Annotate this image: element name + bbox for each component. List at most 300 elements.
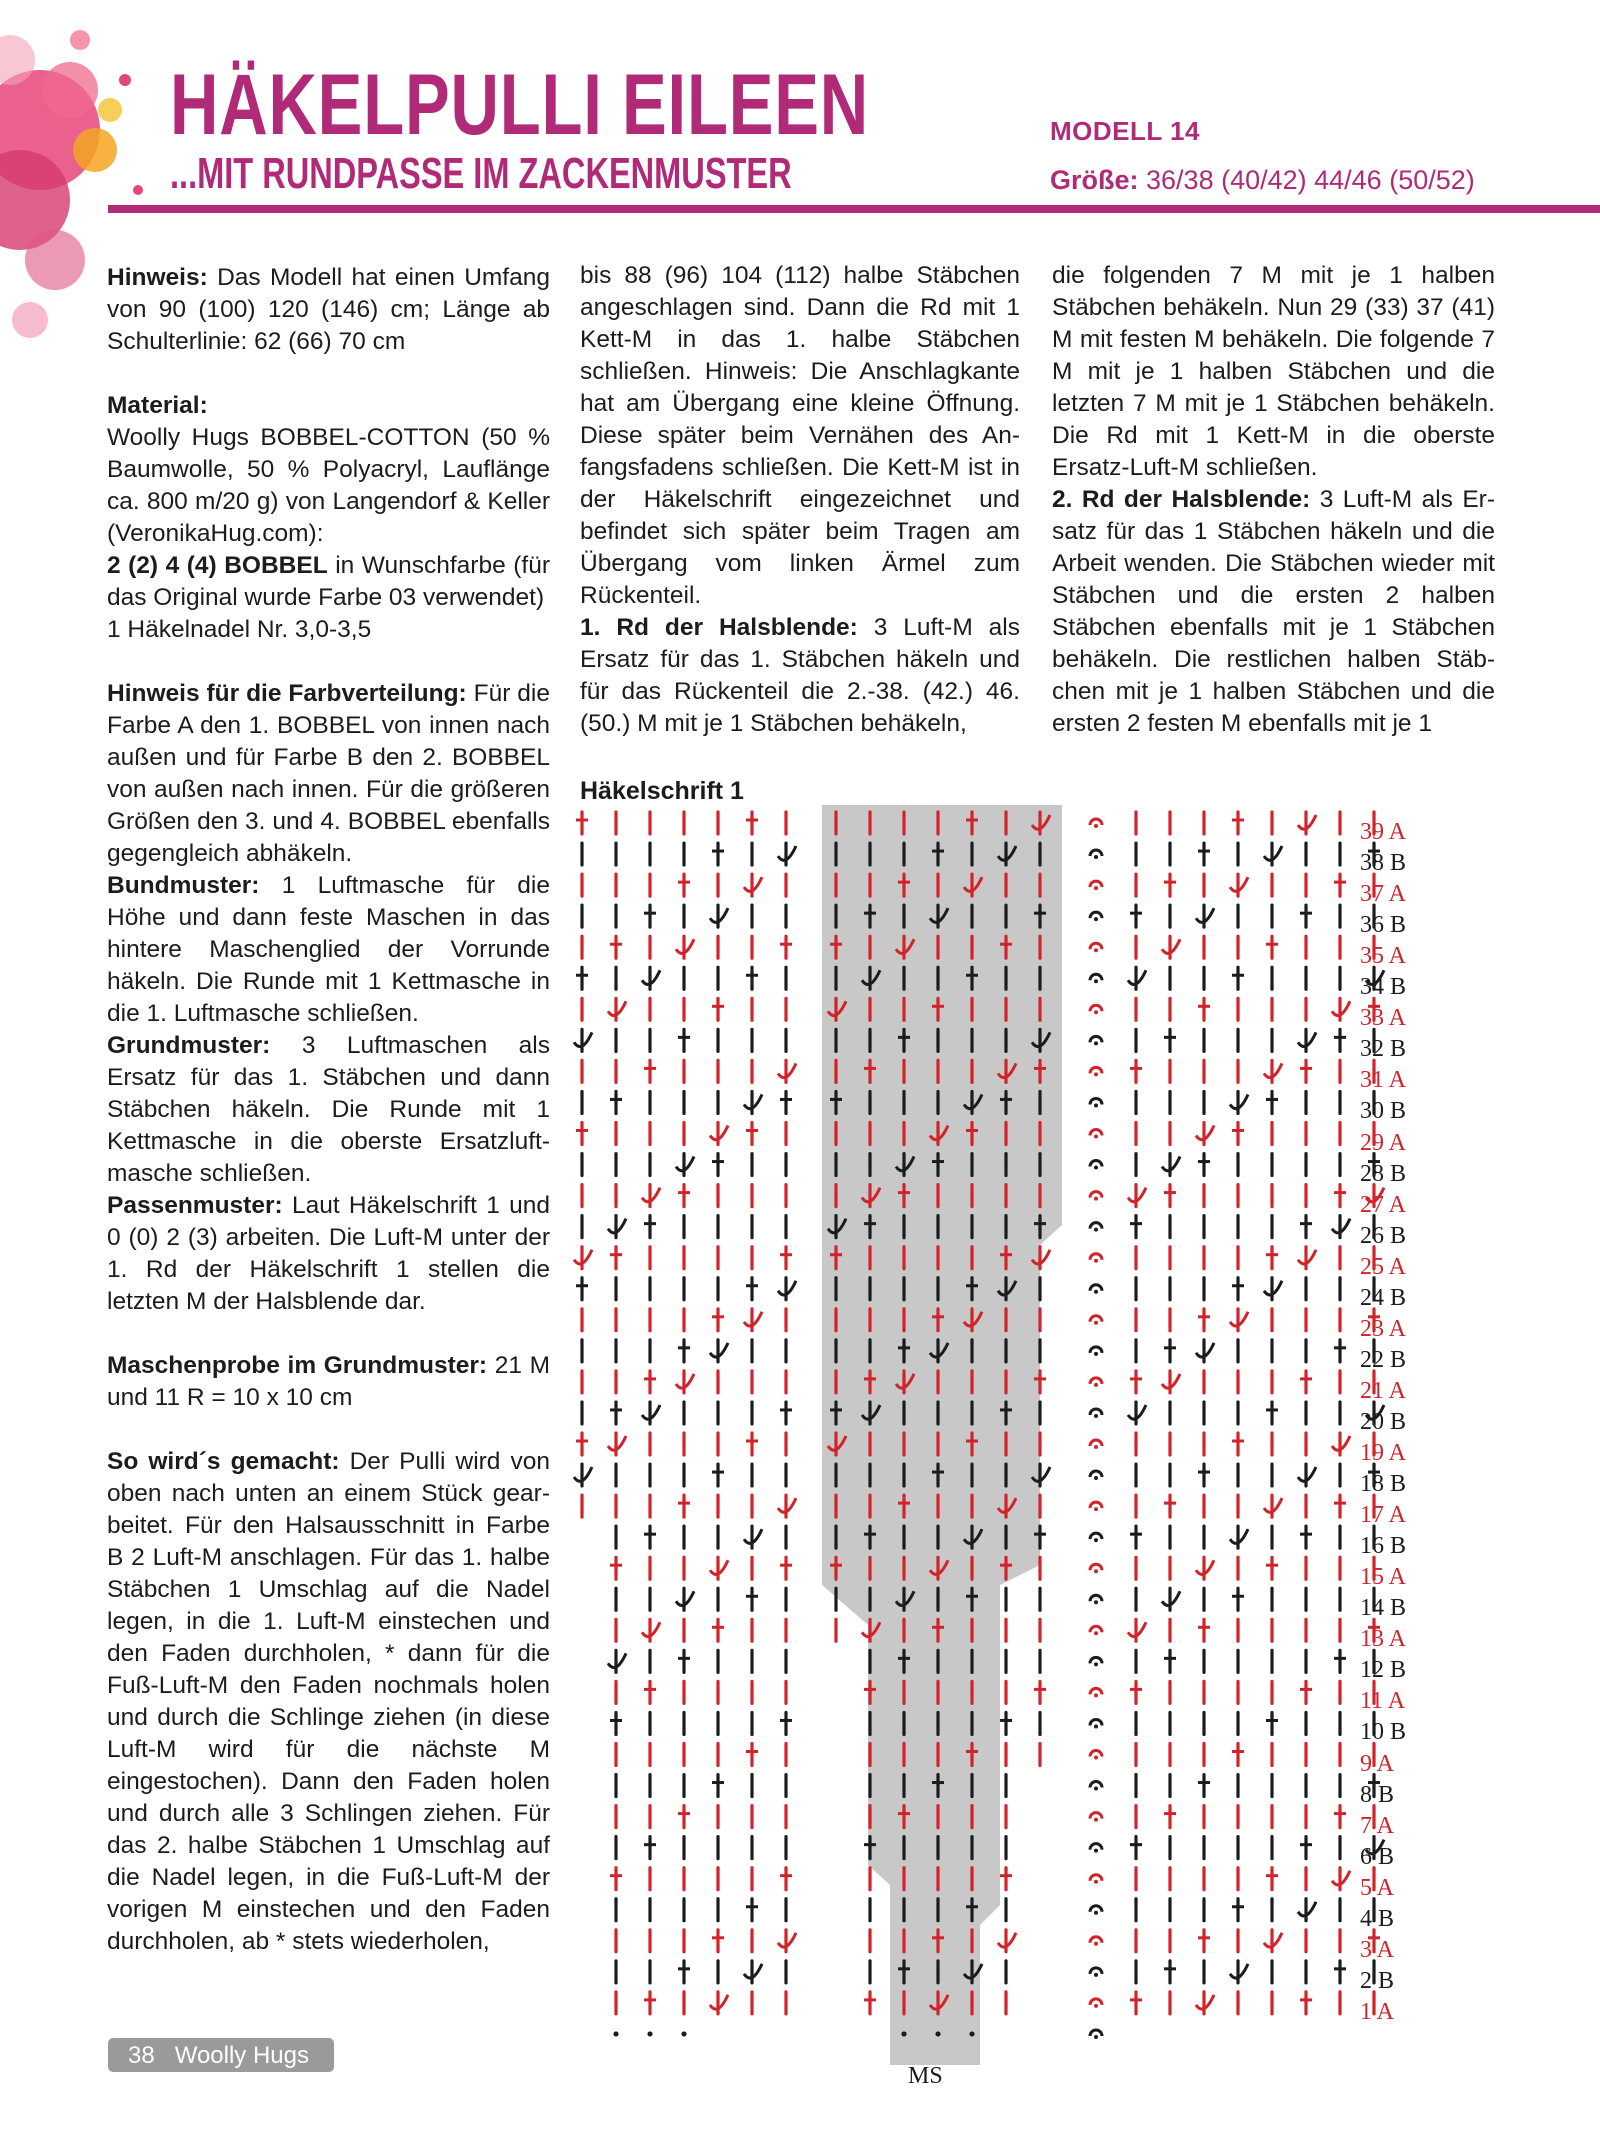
chart-stitch — [1298, 1029, 1316, 1051]
material-text: Woolly Hugs BOBBEL-COTTON (50 % Baumwolle, 50 % Polyacryl, Lauflänge ca. 800 m/20 g) von Langendorf & Keller (VeronikaHug.com): — [107, 424, 550, 547]
neckband-row1-text: 3 Luft-M als Ersatz für das 1. Stäbchen häkeln und für das Rückenteil die 2.-38. (42.) 46. (50.) M mit je 1 Stäbchen behäkeln, — [580, 614, 1020, 737]
chart-chain-stitch — [1090, 1782, 1102, 1791]
chart-stitch — [1334, 1495, 1346, 1517]
material-paragraph — [107, 390, 550, 550]
chart-stitch — [574, 1464, 592, 1486]
chart-stitch — [746, 1433, 758, 1455]
chart-row-label: 4 B — [1360, 1905, 1395, 1932]
chart-stitch — [1300, 1371, 1312, 1393]
chain-dot — [1094, 1538, 1098, 1542]
chart-stitch — [1198, 1464, 1210, 1486]
chart-stitch — [1300, 1681, 1312, 1703]
chart-row-label: 31 A — [1360, 1067, 1407, 1094]
chart-stitch — [678, 1806, 690, 1828]
chart-stitch — [1332, 998, 1350, 1020]
chart-row-label: 33 A — [1360, 1005, 1407, 1032]
chart-stitch — [712, 998, 724, 1020]
chart-stitch — [1298, 1464, 1316, 1486]
note-label: Hinweis: — [107, 264, 208, 291]
chain-dot — [1094, 1290, 1098, 1294]
chart-stitch — [642, 1185, 660, 1207]
chain-dot — [1094, 886, 1098, 890]
chart-stitch — [678, 1340, 690, 1362]
chain-dot — [1094, 824, 1098, 828]
chart-stitch — [1130, 1992, 1142, 2014]
chart-stitch — [1128, 1619, 1146, 1641]
chain-dot — [1094, 1818, 1098, 1822]
chart-stitch — [1000, 1868, 1012, 1890]
chart-chain-stitch — [1090, 1005, 1102, 1014]
chain-dot — [1094, 1756, 1098, 1760]
chart-row-label: 38 B — [1360, 850, 1407, 877]
chart-stitch — [1266, 1402, 1278, 1424]
chart-stitch — [778, 843, 796, 865]
chart-stitch — [610, 936, 622, 958]
chart-stitch — [610, 1247, 622, 1269]
chart-stitch — [710, 1992, 728, 2014]
neckband-row2-paragraph — [1052, 484, 1495, 740]
chain-dot — [1094, 1880, 1098, 1884]
chart-stitch — [780, 936, 792, 958]
chart-stitch — [864, 1992, 876, 2014]
chain-dot — [1094, 1352, 1098, 1356]
chart-row-label: 34 B — [1360, 974, 1407, 1001]
chart-stitch — [1230, 1961, 1248, 1983]
chart-chain-stitch — [1090, 1130, 1102, 1139]
chart-stitch — [712, 1464, 724, 1486]
chart-stitch — [576, 812, 588, 834]
chart-stitch — [1164, 1029, 1176, 1051]
chart-stitch — [712, 843, 724, 865]
chart-stitch — [642, 967, 660, 989]
chart-stitch — [1266, 1091, 1278, 1113]
chart-stitch — [1334, 874, 1346, 896]
chain-dot — [1094, 1445, 1098, 1449]
chart-stitch — [576, 1123, 588, 1145]
chart-stitch — [1232, 1899, 1244, 1921]
chart-stitch — [1298, 1899, 1316, 1921]
chart-stitch — [744, 1526, 762, 1548]
instructions-paragraph — [107, 1446, 550, 1958]
chart-stitch — [1232, 1588, 1244, 1610]
cast-on-paragraph: bis 88 (96) 104 (112) halbe Stäbchen angeschlagen sind. Dann die Rd mit 1 Kett-M in das 1. halbe Stäbchen schließen. Hinweis: Die Anschlagkante hat am Übergang eine kleine Öffnung. Diese später beim Vernähen des Anfangsfadens schließen. Die Kett-M ist in der Häkelschrift eingezeichnet und befindet sich später beim Tragen am Übergang vom linken Ärmel zum Rückenteil. — [580, 262, 1020, 609]
chart-stitch — [778, 1495, 796, 1517]
chart-stitch — [1164, 1650, 1176, 1672]
gauge-text: 21 M und 11 R = 10 x 10 cm — [107, 1352, 551, 1411]
chart-stitch — [574, 1029, 592, 1051]
chart-stitch — [1266, 1247, 1278, 1269]
chain-dot — [1094, 1662, 1098, 1666]
chart-chain-stitch — [1090, 1937, 1102, 1946]
size-info — [1050, 165, 1475, 196]
chart-stitch — [746, 1278, 758, 1300]
chart-chain-stitch — [1090, 1192, 1102, 1201]
chart-stitch — [1196, 1123, 1214, 1145]
chart-chain-stitch — [1090, 1906, 1102, 1915]
chart-stitch — [1300, 1526, 1312, 1548]
chart-stitch — [744, 1309, 762, 1331]
chart-row-label: 13 A — [1360, 1626, 1407, 1653]
chart-chain-stitch — [1090, 1161, 1102, 1170]
chart-row-label: 21 A — [1360, 1377, 1407, 1404]
chart-row-label: 36 B — [1360, 912, 1407, 939]
chart-stitch — [676, 936, 694, 958]
chart-chain-stitch — [1090, 1098, 1102, 1107]
note-paragraph — [107, 262, 550, 358]
yoke-pattern-label: Passenmuster: — [107, 1192, 283, 1219]
chart-stitch — [1162, 1588, 1180, 1610]
chart-stitch — [1298, 1247, 1316, 1269]
instructions-label: So wird´s gemacht: — [107, 1448, 340, 1475]
chain-dot — [1094, 1569, 1098, 1573]
neckband-row1-paragraph — [580, 612, 1020, 740]
chart-stitch — [1300, 1992, 1312, 2014]
chart-row-label: 19 A — [1360, 1440, 1407, 1466]
chain-dot — [1094, 1228, 1098, 1232]
chart-stitch — [610, 1091, 622, 1113]
chart-chain-stitch — [1090, 819, 1102, 828]
chain-dot — [1094, 1321, 1098, 1325]
chart-stitch — [710, 1340, 728, 1362]
chart-stitch — [1130, 905, 1142, 927]
chart-stitch — [1000, 1712, 1012, 1734]
yarn-paragraph — [107, 550, 550, 614]
chain-dot — [1094, 1103, 1098, 1107]
rib-pattern-label: Bundmuster: — [107, 872, 260, 899]
chart-stitch — [1266, 1712, 1278, 1734]
chart-stitch — [1264, 843, 1282, 865]
chain-dot — [1094, 1166, 1098, 1170]
chart-row-label: 29 A — [1360, 1129, 1407, 1156]
chart-row-label: 18 B — [1360, 1471, 1407, 1498]
chart-row-label: 30 B — [1360, 1098, 1407, 1125]
chart-stitch — [1130, 1371, 1142, 1393]
yarn-text: in Wunschfarbe (für das Original wurde Farbe 03 verwendet) — [107, 552, 550, 611]
chart-stitch — [1196, 1557, 1214, 1579]
chart-row-label: 16 B — [1360, 1533, 1407, 1560]
chart-stitch — [1128, 1185, 1146, 1207]
chart-stitch — [780, 1868, 792, 1890]
chart-base-dot — [969, 2031, 974, 2036]
chart-stitch — [712, 1619, 724, 1641]
chart-stitch — [1198, 1930, 1210, 1952]
chart-stitch — [1334, 1650, 1346, 1672]
chart-chain-stitch — [1090, 1285, 1102, 1294]
chart-stitch — [1332, 1868, 1350, 1890]
page-number: 38 — [128, 2042, 155, 2069]
chart-stitch — [1198, 1775, 1210, 1797]
chart-stitch — [1300, 1837, 1312, 1859]
text-column-2 — [580, 260, 1020, 740]
chart-stitch — [610, 1712, 622, 1734]
chart-stitch — [1334, 1340, 1346, 1362]
chart-chain-stitch — [1090, 1254, 1102, 1263]
chart-stitch — [1198, 1619, 1210, 1641]
chart-row-label: 17 A — [1360, 1502, 1407, 1529]
chain-dot — [1094, 1631, 1098, 1635]
chart-row-label: 6 B — [1360, 1843, 1395, 1870]
chart-stitch — [1232, 967, 1244, 989]
chart-row-label: 39 A — [1360, 819, 1407, 845]
chart-stitch — [998, 1930, 1016, 1952]
chart-stitch — [574, 1247, 592, 1269]
chart-row-label: 20 B — [1360, 1408, 1407, 1435]
chart-stitch — [1128, 967, 1146, 989]
chart-stitch — [712, 1154, 724, 1176]
chart-chain-stitch — [1090, 1875, 1102, 1884]
chart-stitch — [1264, 1495, 1282, 1517]
chart-stitch — [746, 812, 758, 834]
chart-chain-stitch — [1090, 1223, 1102, 1232]
chart-stitch — [1266, 1868, 1278, 1890]
chart-stitch — [608, 1216, 626, 1238]
neckband-continue-paragraph: die folgenden 7 M mit je 1 halben Stäbchen behäkeln. Nun 29 (33) 37 (41) M mit festen M behäkeln. Die folgende 7 M mit je 1 halben Stäbchen und die letzten 7 M mit je 1 Stäbchen behäkeln. Die Rd mit 1 Kett-M in die oberste Ersatz-Luft-M schließen. — [1052, 262, 1495, 481]
chart-chain-stitch — [1090, 1564, 1102, 1573]
chain-dot — [1094, 855, 1098, 859]
chart-stitch — [746, 967, 758, 989]
chart-stitch — [1130, 1681, 1142, 1703]
chart-stitch — [644, 1837, 656, 1859]
chart-row-label: 8 B — [1360, 1781, 1395, 1808]
chart-base-dot — [647, 2031, 652, 2036]
chart-chain-stitch — [1090, 1626, 1102, 1635]
chart-row-label: 24 B — [1360, 1284, 1407, 1311]
chart-stitch — [1162, 1371, 1180, 1393]
chart-stitch — [1230, 1091, 1248, 1113]
rib-pattern-paragraph — [107, 870, 550, 1030]
text-column-3 — [1052, 260, 1495, 740]
chart-stitch — [712, 1775, 724, 1797]
chart-stitch — [1266, 936, 1278, 958]
chart-stitch — [1162, 936, 1180, 958]
chart-stitch — [746, 1899, 758, 1921]
rib-pattern-text: 1 Luftmasche für die Höhe und dann feste Maschen in das hintere Maschenglied der Vorrunde häkeln. Die Runde mit 1 Kettmasche in die 1. Luftmasche schließen. — [107, 872, 550, 1027]
chart-stitch — [1300, 1060, 1312, 1082]
chart-stitch — [678, 1185, 690, 1207]
chart-stitch — [1196, 1992, 1214, 2014]
chart-stitch — [1198, 1154, 1210, 1176]
chart-stitch — [644, 1060, 656, 1082]
chart-chain-stitch — [1090, 1378, 1102, 1387]
yoke-pattern-text: Laut Häkelschrift 1 und 0 (0) 2 (3) arbeiten. Die Luft-M unter der 1. Rd der Häkelschrift 1 stellen die letzten M der Halsblende dar. — [107, 1192, 550, 1315]
chart-chain-stitch — [1090, 1999, 1102, 2008]
instructions-text: Der Pulli wird von oben nach unten an einem Stück gearbeitet. Für den Halsausschnitt in Farbe B 2 Luft-M anschlagen. Für das 1. halbe Stäbchen 1 Umschlag auf die Nadel legen, in die 1. Luft-M einstechen und den Faden durchholen, * dann für die Fuß-Luft-M den Faden nochmals holen und durch die Schlinge ziehen (in diese Luft-M wird für die nächste M eingestochen). Dann den Faden holen und durch alle 3 Schlingen ziehen. Für das 2. halbe Stäbchen 1 Umschlag auf die Nadel legen, in die Fuß-Luft-M der vorigen M einstechen und den Faden durchholen, ab * stets wiederholen, — [107, 1448, 550, 1955]
chart-stitch — [1232, 812, 1244, 834]
chart-stitch — [642, 1402, 660, 1424]
chart-stitch — [1232, 1123, 1244, 1145]
chart-chain-stitch — [1090, 974, 1102, 983]
chart-stitch — [644, 1992, 656, 2014]
chart-stitch — [712, 1309, 724, 1331]
chain-dot — [1094, 1724, 1098, 1728]
color-note-text: Für die Farbe A den 1. BOBBEL von innen nach außen und für Farbe B den 2. BOBBEL von außen nach innen. Für die größeren Größen den 3. und 4. BOBBEL ebenfalls gegengleich abhäkeln. — [107, 680, 550, 867]
chart-stitch — [778, 1060, 796, 1082]
chart-stitch — [1232, 1744, 1244, 1766]
chart-chain-stitch — [1090, 1409, 1102, 1418]
chart-stitch — [1334, 1961, 1346, 1983]
chain-dot — [1094, 948, 1098, 952]
chart-stitch — [1332, 1433, 1350, 1455]
chart-row-label: 10 B — [1360, 1719, 1407, 1746]
chart-chain-stitch — [1090, 1688, 1102, 1697]
chart-row-label: 3 A — [1360, 1936, 1395, 1963]
chain-dot — [1094, 1135, 1098, 1139]
chart-stitch — [644, 1526, 656, 1548]
chart-stitch — [1198, 843, 1210, 865]
chart-stitch — [676, 1154, 694, 1176]
size-label: Größe: — [1050, 165, 1139, 195]
base-pattern-text: 3 Luftmaschen als Ersatz für das 1. Stäbchen und dann Stäbchen häkeln. Die Runde mit 1 Kettmasche in die oberste Ersatzluftmasche schließen. — [107, 1032, 550, 1187]
chart-base-dot — [901, 2031, 906, 2036]
footer-brand: Woolly Hugs — [174, 2042, 309, 2069]
model-number: MODELL 14 — [1050, 116, 1200, 146]
chart-base-dot — [935, 2031, 940, 2036]
chart-stitch — [1164, 1185, 1176, 1207]
gauge-paragraph — [107, 1350, 550, 1414]
chart-chain-stitch — [1090, 943, 1102, 952]
chart-stitch — [1230, 1309, 1248, 1331]
chart-stitch — [678, 1650, 690, 1672]
chart-stitch — [1266, 1557, 1278, 1579]
chart-stitch — [1164, 1495, 1176, 1517]
chain-dot — [1094, 1507, 1098, 1511]
chart-base-dot — [681, 2031, 686, 2036]
chart-chain-stitch — [1090, 1036, 1102, 1045]
chain-dot — [1094, 1197, 1098, 1201]
chart-stitch — [608, 1650, 626, 1672]
chart-row-label: 9 A — [1360, 1750, 1395, 1777]
chain-dot — [1094, 979, 1098, 983]
chain-dot — [1094, 1787, 1098, 1791]
chart-stitch — [1164, 1806, 1176, 1828]
yoke-pattern-paragraph — [107, 1190, 550, 1318]
chart-chain-stitch — [1090, 1067, 1102, 1076]
chart-stitch — [1164, 1961, 1176, 1983]
chart-chain-stitch — [1090, 1533, 1102, 1542]
chart-stitch — [746, 1123, 758, 1145]
chart-chain-stitch — [1090, 2030, 1102, 2039]
crochet-chart — [560, 805, 1440, 2085]
chart-stitch — [780, 1091, 792, 1113]
chart-stitch — [610, 1402, 622, 1424]
chart-stitch — [576, 967, 588, 989]
text-column-1 — [107, 262, 550, 1958]
yarn-label: 2 (2) 4 (4) BOBBEL — [107, 552, 328, 579]
chart-stitch — [1332, 1216, 1350, 1238]
chart-stitch — [1130, 1526, 1142, 1548]
chain-dot — [1094, 2035, 1098, 2039]
chart-row-label: 32 B — [1360, 1036, 1407, 1063]
chart-row-label: 26 B — [1360, 1222, 1407, 1249]
chart-row-label: 2 B — [1360, 1967, 1395, 1994]
neckband-row2-text: 3 Luft-M als Ersatz für das 1 Stäbchen häkeln und die Arbeit wenden. Die Stäbchen wieder mit Stäbchen und die ersten 2 halben Stäbchen ebenfalls mit je 1 Stäbchen behäkeln. Die restlichen halben Stäbchen mit je 1 halben Stäbchen und die ersten 2 festen M ebenfalls mit je 1 — [1052, 486, 1495, 737]
chart-stitch — [1298, 812, 1316, 834]
chart-stitch — [576, 1433, 588, 1455]
chart-stitch — [746, 1588, 758, 1610]
chain-dot — [1094, 1010, 1098, 1014]
chart-stitch — [710, 905, 728, 927]
chain-dot — [1094, 1942, 1098, 1946]
chart-stitch — [1264, 1060, 1282, 1082]
base-pattern-label: Grundmuster: — [107, 1032, 271, 1059]
chart-stitch — [1300, 905, 1312, 927]
chart-stitch — [678, 1961, 690, 1983]
chart-stitch — [712, 1930, 724, 1952]
chart-stitch — [778, 1930, 796, 1952]
chart-stitch — [678, 874, 690, 896]
chart-row-label: 25 A — [1360, 1253, 1407, 1280]
chart-stitch — [644, 1371, 656, 1393]
chart-stitch — [780, 1712, 792, 1734]
chart-stitch — [1264, 1930, 1282, 1952]
chart-stitch — [1232, 1433, 1244, 1455]
chart-stitch — [678, 1495, 690, 1517]
chart-row-label: 14 B — [1360, 1595, 1407, 1622]
chart-stitch — [644, 1681, 656, 1703]
chart-stitch — [1198, 998, 1210, 1020]
chart-stitch — [710, 1123, 728, 1145]
chart-stitch — [1232, 1278, 1244, 1300]
chart-stitch — [1162, 1154, 1180, 1176]
chart-chain-stitch — [1090, 1440, 1102, 1449]
chart-chain-stitch — [1090, 1471, 1102, 1480]
center-marker-label: MS — [908, 2063, 943, 2089]
chart-stitch — [608, 998, 626, 1020]
chart-stitch — [1128, 1402, 1146, 1424]
chart-stitch — [1196, 905, 1214, 927]
color-note-label: Hinweis für die Farbverteilung: — [107, 680, 467, 707]
chart-chain-stitch — [1090, 1813, 1102, 1822]
chain-dot — [1094, 1041, 1098, 1045]
chart-stitch — [744, 1961, 762, 1983]
chart-stitch — [676, 1371, 694, 1393]
chart-row-label: 22 B — [1360, 1346, 1407, 1373]
gauge-label: Maschenprobe im Grundmuster: — [107, 1352, 488, 1379]
chart-chain-stitch — [1090, 912, 1102, 921]
chart-row-label: 12 B — [1360, 1657, 1407, 1684]
chart-stitch — [676, 1588, 694, 1610]
chain-dot — [1094, 1693, 1098, 1697]
chart-grey-zone — [822, 805, 1062, 2065]
chart-row-label: 5 A — [1360, 1874, 1395, 1901]
chart-row-label: 7 A — [1360, 1812, 1395, 1839]
chart-chain-stitch — [1090, 1968, 1102, 1977]
chart-stitch — [744, 1091, 762, 1113]
neckband-row2-label: 2. Rd der Halsblende: — [1052, 486, 1311, 513]
chart-stitch — [780, 1402, 792, 1424]
chain-dot — [1094, 1600, 1098, 1604]
footer-text — [128, 2040, 309, 2072]
chart-stitch — [1130, 1060, 1142, 1082]
chart-row-label: 1 A — [1360, 1998, 1395, 2025]
chart-chain-stitch — [1090, 1844, 1102, 1853]
chart-stitch — [1300, 1216, 1312, 1238]
chart-row-label: 27 A — [1360, 1191, 1407, 1218]
chain-dot — [1094, 1072, 1098, 1076]
chart-row-label: 23 A — [1360, 1315, 1407, 1342]
chart-stitch — [1196, 1340, 1214, 1362]
note-text: Das Modell hat einen Umfang von 90 (100) 120 (146) cm; Länge ab Schulterlinie: 62 (66) 70 cm — [107, 264, 550, 355]
chart-stitch — [746, 1744, 758, 1766]
chain-dot — [1094, 1849, 1098, 1853]
chart-stitch — [1334, 1806, 1346, 1828]
chain-dot — [1094, 1259, 1098, 1263]
chain-dot — [1094, 917, 1098, 921]
chart-row-label: 15 A — [1360, 1564, 1407, 1591]
chart-chain-stitch — [1090, 1751, 1102, 1760]
size-value: 36/38 (40/42) 44/46 (50/52) — [1138, 165, 1475, 195]
chain-dot — [1094, 1973, 1098, 1977]
